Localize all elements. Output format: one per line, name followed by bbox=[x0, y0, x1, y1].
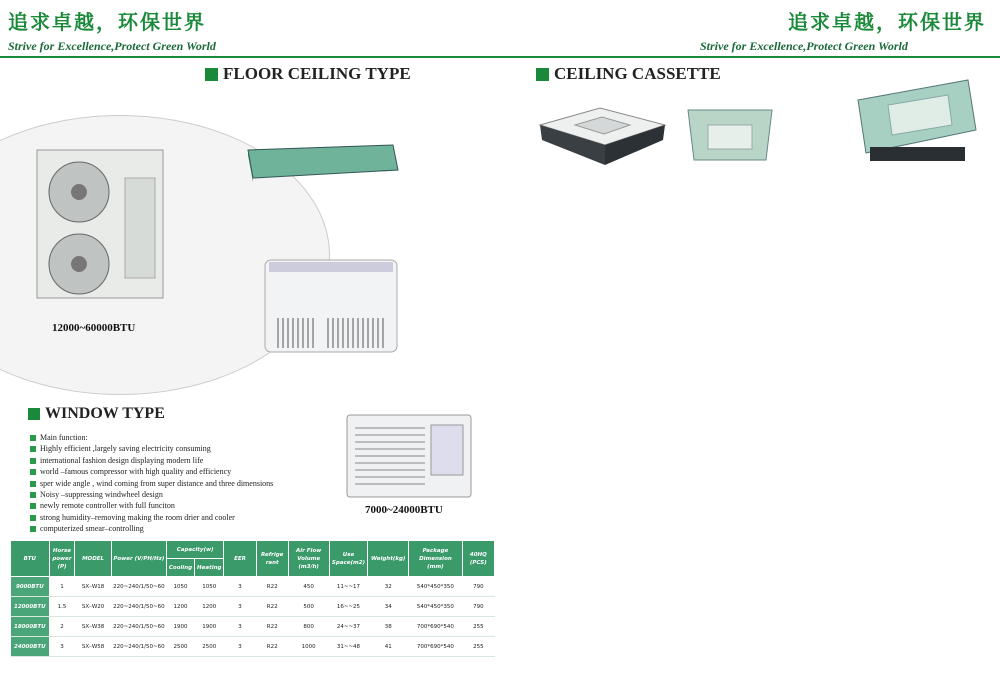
window-unit-image bbox=[345, 413, 475, 501]
header-horse-power: Horse power (P) bbox=[49, 541, 75, 577]
header-40hq: 40HQ (PCS) bbox=[462, 541, 494, 577]
section-ceiling-cassette bbox=[536, 64, 721, 84]
cassette-image-1 bbox=[530, 100, 670, 170]
feature-item: world –famous compressor with high quality and efficiency bbox=[28, 466, 273, 477]
chinese-title: 追求卓越，环保世界 bbox=[788, 10, 986, 34]
table-cell: 11~~17 bbox=[329, 577, 368, 597]
table-cell: 1.5 bbox=[49, 597, 75, 617]
feature-item: computerized smear–controlling bbox=[28, 523, 273, 534]
table-cell: 700*690*540 bbox=[409, 637, 463, 657]
feature-item: Main function: bbox=[28, 432, 273, 443]
table-cell: 800 bbox=[288, 617, 329, 637]
table-cell: 540*450*350 bbox=[409, 597, 463, 617]
slogan: Strive for Excellence,Protect Green World bbox=[8, 39, 216, 53]
table-cell: 220~240/1/50~60 bbox=[111, 637, 166, 657]
table-cell: 1 bbox=[49, 577, 75, 597]
table-cell: R22 bbox=[256, 597, 288, 617]
window-caption: 7000~24000BTU bbox=[365, 504, 443, 516]
cassette-image-3 bbox=[848, 75, 983, 170]
table-cell: 255 bbox=[462, 637, 494, 657]
table-cell: R22 bbox=[256, 637, 288, 657]
chinese-title: 追求卓越，环保世界 bbox=[8, 10, 206, 34]
table-cell: 2500 bbox=[195, 637, 224, 657]
table-cell: SX–W18 bbox=[75, 577, 111, 597]
feature-item: Highly efficient ,largely saving electricity consuming bbox=[28, 443, 273, 454]
section-floor-ceiling bbox=[205, 64, 411, 84]
header-power: Power (V/PH/Hz) bbox=[111, 541, 166, 577]
header-package: Package Dimension (mm) bbox=[409, 541, 463, 577]
table-cell: 16~~25 bbox=[329, 597, 368, 617]
window-spec-table bbox=[10, 540, 495, 657]
floor-ceiling-unit-image bbox=[263, 258, 403, 358]
header-airflow: Air Flow Volume (m3/h) bbox=[288, 541, 329, 577]
table-cell: 2500 bbox=[166, 637, 194, 657]
feature-list bbox=[28, 432, 273, 535]
table-cell: 2 bbox=[49, 617, 75, 637]
table-cell: 41 bbox=[368, 637, 409, 657]
cassette-image-2 bbox=[680, 100, 780, 170]
table-cell: 3 bbox=[224, 597, 256, 617]
table-cell: 790 bbox=[462, 597, 494, 617]
table-cell: 1050 bbox=[166, 577, 194, 597]
ducted-unit-image bbox=[243, 140, 403, 185]
table-cell: 255 bbox=[462, 617, 494, 637]
header-weight: Weight(kg) bbox=[368, 541, 409, 577]
table-cell: 24~~37 bbox=[329, 617, 368, 637]
table-cell: 34 bbox=[368, 597, 409, 617]
table-cell: 9000BTU bbox=[11, 577, 50, 597]
table-cell: 1200 bbox=[195, 597, 224, 617]
header-space: Use Space(m2) bbox=[329, 541, 368, 577]
table-cell: 3 bbox=[49, 637, 75, 657]
table-cell: 1200 bbox=[166, 597, 194, 617]
table-cell: 1900 bbox=[195, 617, 224, 637]
table-cell: 31~~48 bbox=[329, 637, 368, 657]
header-btu: BTU bbox=[11, 541, 50, 577]
square-bullet-icon bbox=[536, 68, 549, 81]
table-cell: 220~240/1/50~60 bbox=[111, 617, 166, 637]
feature-item: international fashion design displaying modern life bbox=[28, 455, 273, 466]
outdoor-unit-image bbox=[35, 148, 170, 303]
table-cell: 18000BTU bbox=[11, 617, 50, 637]
header-capacity: Capacity(w) bbox=[166, 541, 224, 559]
square-bullet-icon bbox=[205, 68, 218, 81]
feature-item: sper wide angle , wind coming from super distance and three dimensions bbox=[28, 478, 273, 489]
table-row bbox=[11, 637, 495, 657]
header-rule bbox=[500, 56, 1000, 58]
table-cell: 220~240/1/50~60 bbox=[111, 577, 166, 597]
table-cell: 700*690*540 bbox=[409, 617, 463, 637]
table-cell: 1900 bbox=[166, 617, 194, 637]
table-row bbox=[11, 617, 495, 637]
table-cell: 32 bbox=[368, 577, 409, 597]
feature-item: Noisy –suppressing windwheel design bbox=[28, 489, 273, 500]
header-rule bbox=[0, 56, 500, 58]
table-cell: 1000 bbox=[288, 637, 329, 657]
square-bullet-icon bbox=[28, 408, 40, 420]
table-cell: 500 bbox=[288, 597, 329, 617]
feature-item: strong humidity–removing making the room drier and cooler bbox=[28, 512, 273, 523]
table-cell: 540*450*350 bbox=[409, 577, 463, 597]
outdoor-caption: 12000~60000BTU bbox=[52, 322, 136, 334]
table-cell: SX–W58 bbox=[75, 637, 111, 657]
table-cell: 220~240/1/50~60 bbox=[111, 597, 166, 617]
section-title: FLOOR CEILING TYPE bbox=[223, 64, 411, 83]
table-cell: 1050 bbox=[195, 577, 224, 597]
right-page bbox=[500, 0, 1000, 678]
header-cooling: Cooling bbox=[166, 559, 194, 577]
table-cell: 3 bbox=[224, 617, 256, 637]
section-title: WINDOW TYPE bbox=[45, 405, 165, 422]
table-cell: 3 bbox=[224, 577, 256, 597]
table-cell: SX–W20 bbox=[75, 597, 111, 617]
section-title: CEILING CASSETTE bbox=[554, 64, 721, 83]
table-cell: 24000BTU bbox=[11, 637, 50, 657]
header-model: MODEL bbox=[75, 541, 111, 577]
table-cell: R22 bbox=[256, 617, 288, 637]
header-eer: EER bbox=[224, 541, 256, 577]
table-cell: 3 bbox=[224, 637, 256, 657]
header-refrigerant: Refrige rant bbox=[256, 541, 288, 577]
slogan: Strive for Excellence,Protect Green World bbox=[700, 39, 908, 53]
table-row bbox=[11, 597, 495, 617]
table-row bbox=[11, 577, 495, 597]
section-window bbox=[28, 405, 165, 423]
table-cell: 790 bbox=[462, 577, 494, 597]
table-cell: 450 bbox=[288, 577, 329, 597]
table-cell: 38 bbox=[368, 617, 409, 637]
table-cell: R22 bbox=[256, 577, 288, 597]
table-cell: 12000BTU bbox=[11, 597, 50, 617]
feature-item: newly remote controller with full funciton bbox=[28, 500, 273, 511]
header-heating: Heating bbox=[195, 559, 224, 577]
table-cell: SX–W38 bbox=[75, 617, 111, 637]
